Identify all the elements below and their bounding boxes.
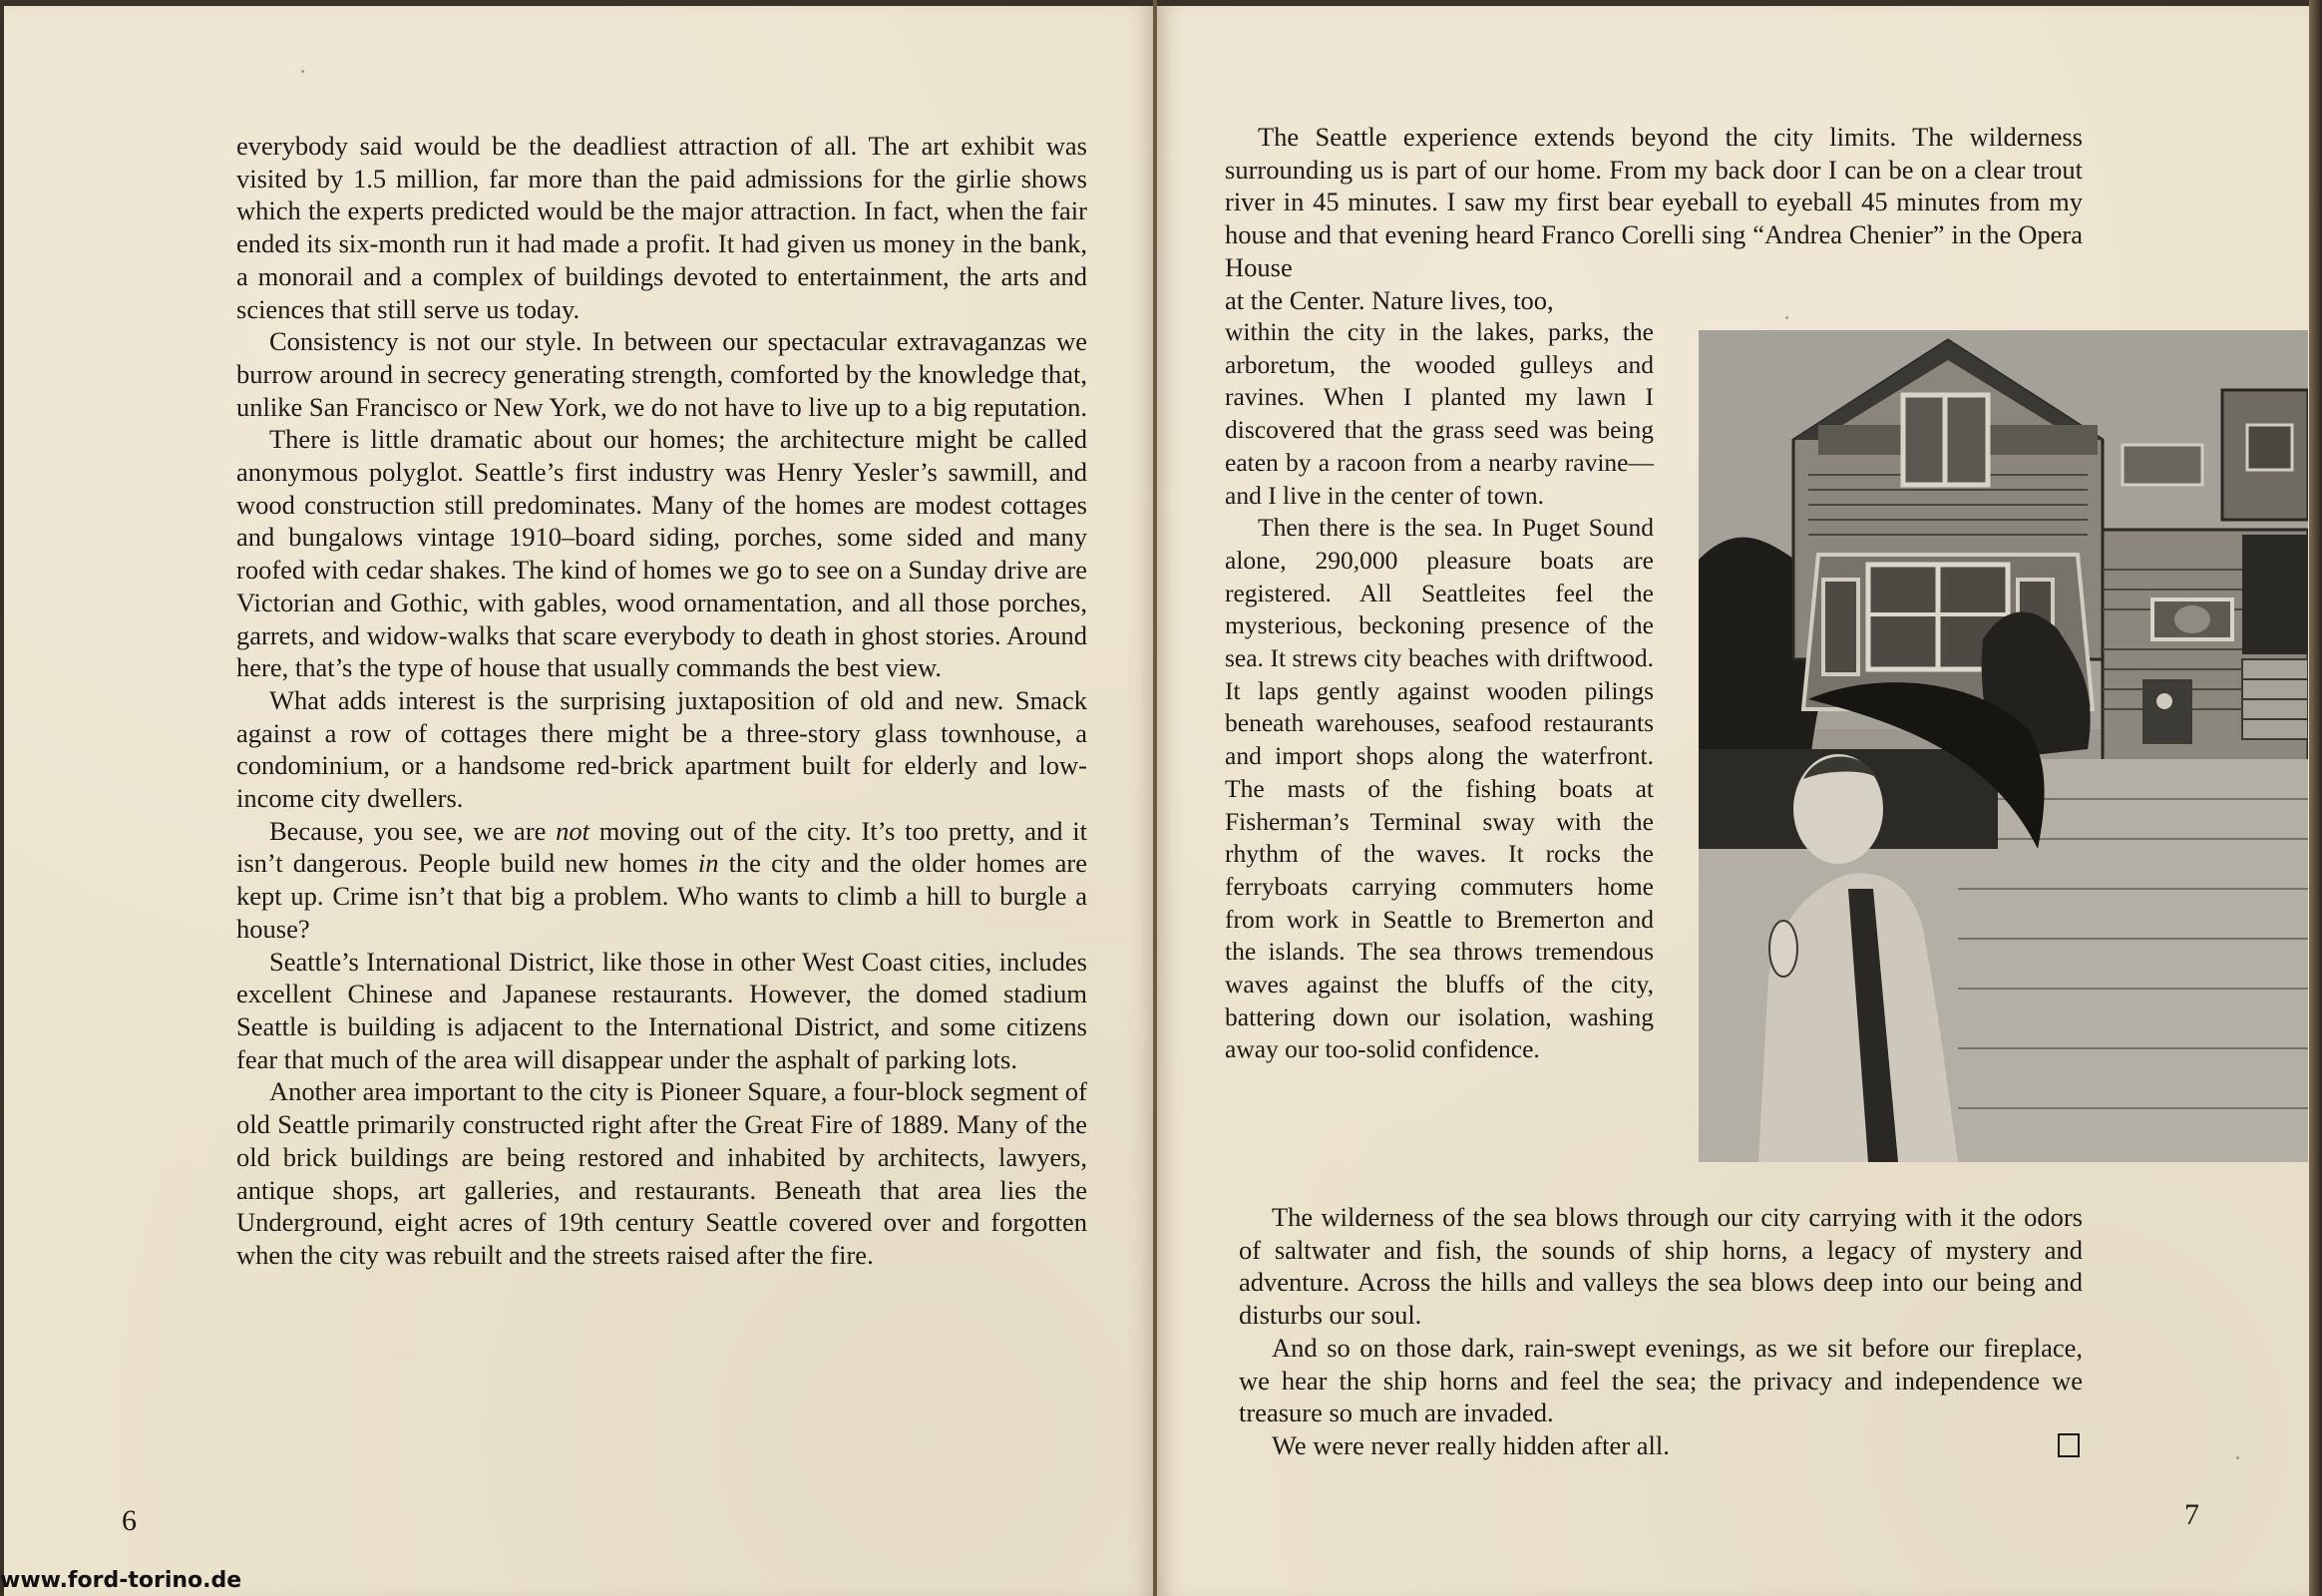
right-page-closing bbox=[1239, 1201, 2083, 1462]
right-page-wrap-column bbox=[1225, 316, 1654, 1066]
paragraph: Seattle’s International District, like those in other West Coast cities, includes excellent Chinese and Japanese restaurants. However, the domed stadium Seattle is building is adjacent to the International District, and some citizens fear that much of the area will disappear under the asphalt of parking lots. bbox=[236, 946, 1087, 1074]
paragraph: Another area important to the city is Pioneer Square, a four-block segment of old Seattle primarily constructed right after the Great Fire of 1889. Many of the old brick buildings are being restored and inhabited by architects, lawyers, antique shops, art galleries, and restaurants. Beneath that area lies the Underground, eight acres of 19th century Seattle covered over and forgotten when the city was rebuilt and the streets raised after the fire. bbox=[236, 1076, 1087, 1270]
emphasis: in bbox=[697, 848, 719, 879]
paragraph: We were never really hidden after all. bbox=[1272, 1429, 1670, 1460]
paragraph: Consistency is not our style. In between our spectacular extravaganzas we burrow around in secrecy generating strength, comforted by the knowledge that, unlike San Francisco or New York, we do not have to live up to a big reputation. bbox=[236, 326, 1088, 422]
paper-speck bbox=[2236, 1456, 2239, 1459]
paper-speck bbox=[301, 70, 304, 73]
watermark-url: www.ford-torino.de bbox=[0, 1568, 242, 1593]
text-run: the city and the older homes are kept up. Crime isn’t that big a problem. Who wants to climb a hill to burgle a house? bbox=[236, 848, 1088, 944]
paragraph: There is little dramatic about our homes; the architecture might be called anonymous polyglot. Seattle’s first industry was Henry Yesler’s sawmill, and wood construction still predominates. Many of the homes are modest cottages and bungalows vintage 1910–board siding, porches, some sided and many roofed with cedar shakes. The kind of homes we go to see on a Sunday drive are Victorian and Gothic, with gables, wood ornamentation, and all those porches, garrets, and widow-walks that scare everybody to death in ghost stories. Around here, that’s the type of house that usually commands the best view. bbox=[236, 424, 1087, 683]
text-run: moving out of the city. It’s too pretty, and it isn’t dangerous. People build new homes bbox=[236, 815, 1087, 879]
book-gutter bbox=[1153, 0, 1157, 1596]
paragraph-tail: at the Center. Nature lives, too, bbox=[1225, 284, 1554, 315]
page-number-right: 7 bbox=[2184, 1498, 2199, 1531]
right-page-intro bbox=[1225, 121, 2083, 316]
page-number-left: 6 bbox=[122, 1504, 137, 1537]
paper-speck bbox=[1785, 316, 1788, 319]
emphasis: not bbox=[556, 815, 590, 846]
text-run: Because, you see, we are bbox=[269, 815, 557, 846]
paragraph: everybody said would be the deadliest attraction of all. The art exhibit was visited by 1.5 million, far more than the paid admissions for the girlie shows which the experts predicted would be the major attraction. In fact, when the fair ended its six-month run it had made a profit. It had given us money in the bank, a monorail and a complex of buildings devoted to entertainment, the arts and sciences that still serve us today. bbox=[236, 131, 1087, 324]
paragraph: And so on those dark, rain-swept evenings, as we sit before our fireplace, we hear the ship horns and feel the sea; the privacy and independence we treasure so much are invaded. bbox=[1239, 1332, 2083, 1428]
house-illustration bbox=[1699, 330, 2308, 1162]
left-page-text bbox=[236, 130, 1087, 1272]
paragraph: What adds interest is the surprising juxtaposition of old and new. Smack against a row of cottages there might be a three-story glass townhouse, a condominium, or a handsome red-brick apartment built for elderly and low-income city dwellers. bbox=[236, 684, 1087, 814]
illustration-image bbox=[1699, 330, 2308, 1162]
paragraph bbox=[236, 815, 1087, 946]
paragraph: within the city in the lakes, parks, the arboretum, the wooded gulleys and ravines. When I planted my lawn I discovered that the grass seed was being eaten by a racoon from a nearby ravine— and I live in the center of town. bbox=[1225, 317, 1654, 510]
paragraph: The wilderness of the sea blows through our city carrying with it the odors of saltwater and fish, the sounds of ship horns, a legacy of mystery and adventure. Across the hills and valleys the sea blows deep into our being and disturbs our soul. bbox=[1239, 1202, 2083, 1331]
paragraph: The Seattle experience extends beyond the city limits. The wilderness surrounding us is part of our home. From my back door I can be on a clear trout river in 45 minutes. I saw my first bear eyeball to eyeball 45 minutes from my house and that evening heard Franco Corelli sing “Andrea Chenier” in the Opera House bbox=[1225, 122, 2083, 282]
paragraph: Then there is the sea. In Puget Sound alone, 290,000 pleasure boats are registered. All Seattleites feel the mysterious, beckoning presence of the sea. It strews city beaches with driftwood. It laps gently against wooden pilings beneath warehouses, seafood restaurants and import shops along the waterfront. The masts of the fishing boats at Fisherman’s Terminal sway with the rhythm of the waves. It rocks the ferryboats carrying commuters home from work in Seattle to Bremerton and the islands. The sea throws tremendous waves against the bluffs of the city, battering down our isolation, washing away our too-solid confidence. bbox=[1225, 513, 1654, 1064]
book-edge bbox=[2309, 0, 2322, 1596]
end-of-article-box-icon bbox=[2058, 1433, 2080, 1457]
